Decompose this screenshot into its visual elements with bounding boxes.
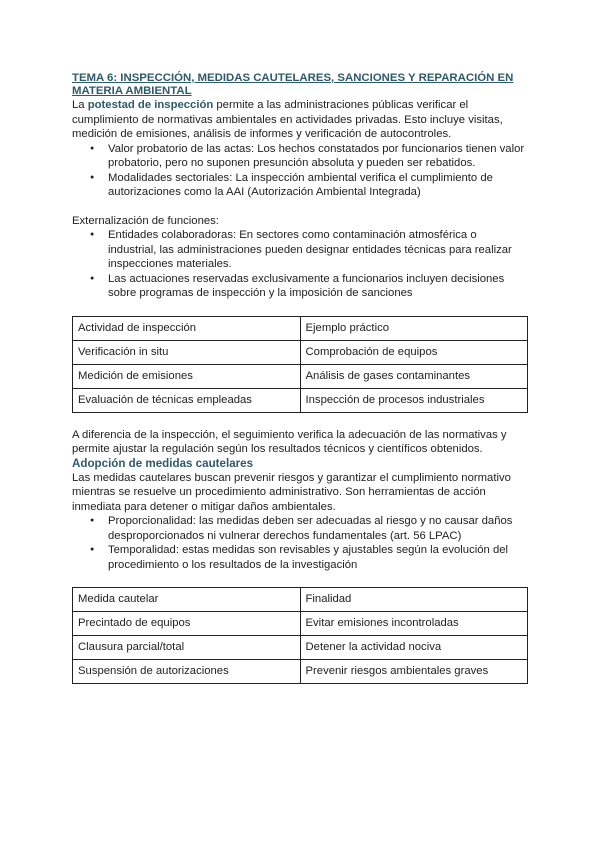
table-row	[73, 388, 528, 412]
table-header-cell: Ejemplo práctico	[300, 316, 528, 340]
table-cell: Medición de emisiones	[73, 364, 301, 388]
measures-heading: Adopción de medidas cautelares	[72, 456, 254, 470]
table-header-cell: Actividad de inspección	[73, 316, 301, 340]
table-header-cell: Medida cautelar	[73, 588, 301, 612]
table-cell: Análisis de gases contaminantes	[300, 364, 528, 388]
list-item: ● Modalidades sectoriales: La inspección ambiental verifica el cumplimiento de autorizaciones como la AAI (Autorización Ambiental Integrada)	[108, 171, 528, 200]
intro-bullet-list	[72, 142, 528, 200]
table-cell: Clausura parcial/total	[73, 636, 301, 660]
table-cell: Precintado de equipos	[73, 612, 301, 636]
table-cell: Verificación in situ	[73, 340, 301, 364]
document-page	[72, 72, 528, 684]
table-cell: Detener la actividad nociva	[300, 636, 528, 660]
intro-paragraph	[72, 98, 528, 142]
table-row	[73, 660, 528, 684]
document-title: TEMA 6: INSPECCIÓN, MEDIDAS CAUTELARES, SANCIONES Y REPARACIÓN EN MATERIA AMBIENTAL	[72, 72, 514, 97]
table-cell: Inspección de procesos industriales	[300, 388, 528, 412]
table-row	[73, 340, 528, 364]
list-item: ● Las actuaciones reservadas exclusivamente a funcionarios incluyen decisiones sobre programas de inspección y la imposición de sanciones	[108, 272, 528, 301]
table-cell: Evaluación de técnicas empleadas	[73, 388, 301, 412]
table-cell: Prevenir riesgos ambientales graves	[300, 660, 528, 684]
table-cell: Evitar emisiones incontroladas	[300, 612, 528, 636]
table-row	[73, 364, 528, 388]
intro-prefix: La	[72, 99, 88, 111]
measures-bullet-list	[72, 514, 528, 572]
table-row	[73, 316, 528, 340]
intro-bold-term: potestad de inspección	[87, 99, 214, 111]
table-row	[73, 612, 528, 636]
list-item: ● Proporcionalidad: las medidas deben ser adecuadas al riesgo y no causar daños desproporcionados ni vulnerar derechos fundamentales (art. 56 LPAC)	[108, 514, 528, 543]
externalization-heading: Externalización de funciones:	[72, 214, 219, 227]
table-row	[73, 636, 528, 660]
table-cell: Suspensión de autorizaciones	[73, 660, 301, 684]
table-row	[73, 588, 528, 612]
list-item: ● Entidades colaboradoras: En sectores como contaminación atmosférica o industrial, las administraciones pueden designar entidades técnicas para realizar inspecciones materiales.	[108, 228, 528, 272]
table-header-cell: Finalidad	[300, 588, 528, 612]
measures-paragraph: Las medidas cautelares buscan prevenir riesgos y garantizar el cumplimiento normativo mientras se resuelve un procedimiento administrativo. Son herramientas de acción inmediata para detener o mitigar daños ambientales.	[72, 471, 511, 513]
table-cell: Comprobación de equipos	[300, 340, 528, 364]
intro-suffix: permite a las administraciones públicas verificar el cumplimiento de normativas ambientales en actividades privadas. Esto incluye visitas, medición de emisiones, análisis de informes y verificación de autocontroles.	[72, 99, 503, 140]
externalization-bullet-list	[72, 228, 528, 301]
list-item: ● Temporalidad: estas medidas son revisables y ajustables según la evolución del procedimiento o los resultados de la investigación	[108, 543, 528, 572]
measures-table	[72, 587, 528, 684]
inspection-table	[72, 316, 528, 413]
list-item: ● Valor probatorio de las actas: Los hechos constatados por funcionarios tienen valor probatorio, pero no suponen presunción absoluta y pueden ser rebatidos.	[108, 142, 528, 171]
followup-paragraph: A diferencia de la inspección, el seguimiento verifica la adecuación de las normativas y permite ajustar la regulación según los resultados técnicos y científicos obtenidos.	[72, 428, 507, 455]
